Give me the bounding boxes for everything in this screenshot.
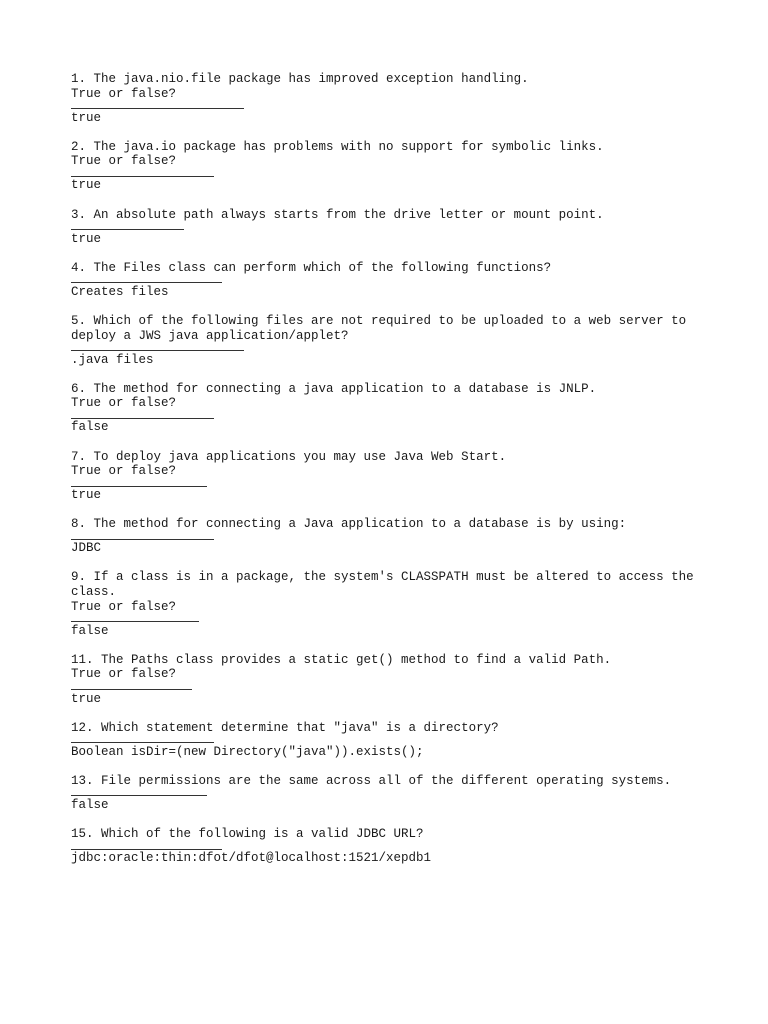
question-text: True or false? [71,154,177,169]
answer-blank [71,735,214,743]
answer-blank [71,222,184,230]
answer-text: true [71,691,102,706]
answer-text: true [71,231,102,246]
answer-text: JDBC [71,541,102,556]
answer-blank [71,275,222,283]
question-text: 6. The method for connecting a java application to a database is JNLP. [71,381,597,396]
question-4 [71,261,711,300]
question-text: True or false? [71,464,177,479]
question-text: True or false? [71,86,177,101]
question-7 [71,450,711,503]
question-text: True or false? [71,599,177,614]
answer-text: Boolean isDir=(new Directory("java")).exists(); [71,744,424,759]
question-11 [71,653,711,706]
answer-text: true [71,178,102,193]
answer-blank [71,343,244,351]
answer-text: false [71,797,109,812]
question-text: class. [71,585,117,600]
question-1 [71,72,711,125]
answer-text: true [71,110,102,125]
answer-blank [71,479,207,487]
question-text: True or false? [71,667,177,682]
answer-text: Creates files [71,284,169,299]
question-text: 11. The Paths class provides a static get() method to find a valid Path. [71,652,612,667]
answer-blank [71,682,192,690]
question-text: 1. The java.nio.file package has improved exception handling. [71,72,529,86]
question-15 [71,827,711,866]
question-text: 2. The java.io package has problems with no support for symbolic links. [71,139,604,154]
answer-blank [71,169,214,177]
question-text: 5. Which of the following files are not required to be uploaded to a web server to [71,313,687,328]
question-text: 9. If a class is in a package, the system's CLASSPATH must be altered to access the [71,570,694,585]
question-text: 3. An absolute path always starts from the drive letter or mount point. [71,207,604,222]
question-text: 13. File permissions are the same across all of the different operating systems. [71,773,672,788]
question-3 [71,208,711,247]
question-13 [71,774,711,813]
answer-text: false [71,623,109,638]
answer-blank [71,788,207,796]
answer-blank [71,101,244,109]
quiz-document [71,72,711,880]
question-2 [71,140,711,193]
answer-blank [71,411,214,419]
question-5 [71,314,711,367]
question-8 [71,517,711,556]
answer-text: false [71,420,109,435]
question-text: 4. The Files class can perform which of the following functions? [71,260,552,275]
question-text: 12. Which statement determine that "java" is a directory? [71,720,499,735]
answer-blank [71,614,199,622]
answer-blank [71,532,214,540]
answer-blank [71,842,222,850]
question-9 [71,570,711,638]
answer-text: .java files [71,352,154,367]
answer-text: true [71,488,102,503]
answer-text: jdbc:oracle:thin:dfot/dfot@localhost:1521/xepdb1 [71,851,432,866]
question-text: deploy a JWS java application/applet? [71,328,349,343]
question-6 [71,382,711,435]
question-text: 8. The method for connecting a Java application to a database is by using: [71,517,627,532]
question-text: 15. Which of the following is a valid JDBC URL? [71,827,424,841]
question-text: 7. To deploy java applications you may use Java Web Start. [71,449,507,464]
question-text: True or false? [71,396,177,411]
question-12 [71,721,711,760]
